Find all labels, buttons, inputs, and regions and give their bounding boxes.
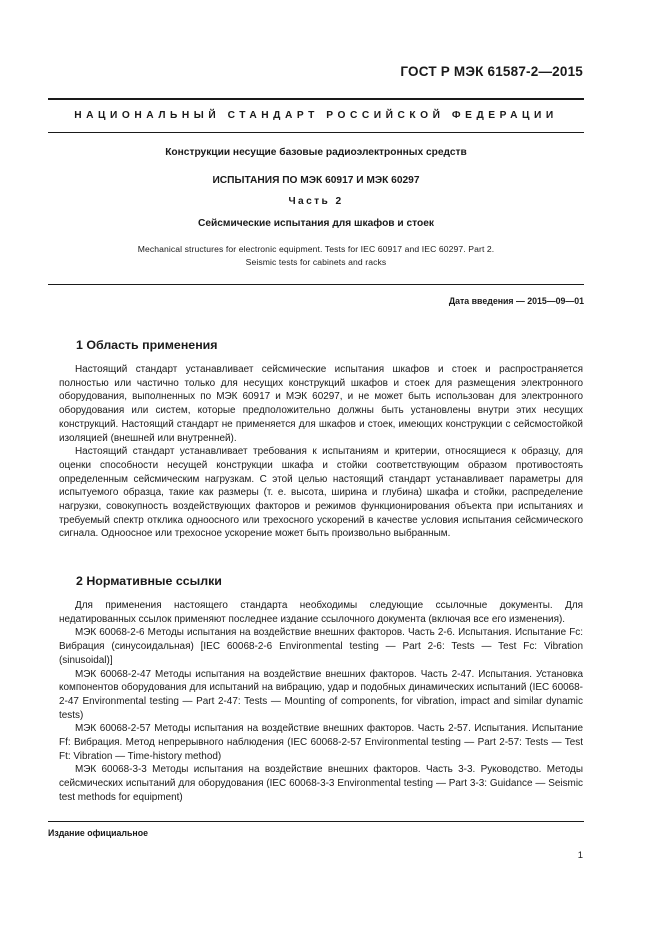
section2-heading: 2 Нормативные ссылки — [76, 574, 222, 588]
english-title-line1: Mechanical structures for electronic equipment. Tests for IEC 60917 and IEC 60297. Part 2. — [137, 244, 495, 254]
english-title — [48, 243, 584, 269]
official-edition-label: Издание официальное — [48, 828, 148, 838]
document-part-label: Часть 2 — [288, 196, 344, 207]
section1-heading: 1 Область применения — [76, 338, 218, 352]
national-standard-banner: НАЦИОНАЛЬНЫЙ СТАНДАРТ РОССИЙСКОЙ ФЕДЕРАЦИИ — [74, 110, 558, 121]
english-title-line2: Seismic tests for cabinets and racks — [245, 257, 387, 267]
paragraph: Для применения настоящего стандарта необходимы следующие ссылочные документы. Для недатированных ссылок применяют последнее издание ссылочного документа (включая все его изменения). — [59, 600, 583, 625]
reference-item: МЭК 60068-3-3 Методы испытания на воздействие внешних факторов. Часть 3-3. Руководство. Методы сейсмических испытаний для оборудования (IEC 60068-3-3 Environmental testing — Part 3-3: Guidance — Seismic test methods for equipment) — [59, 764, 583, 803]
introduction-date: Дата введения — 2015—09—01 — [448, 296, 584, 306]
section2-body — [59, 599, 583, 805]
reference-item: МЭК 60068-2-6 Методы испытания на воздействие внешних факторов. Часть 2-6. Испытания. Испытание Fc: Вибрация (синусоидальная) [IEC 60068-2-6 Environmental testing — Part 2-6: Tests — Test Fc: Vibration (sinusoidal)] — [59, 627, 583, 666]
page-number: 1 — [577, 850, 583, 861]
title-rule — [48, 284, 584, 285]
section1-body — [59, 363, 583, 541]
paragraph: Настоящий стандарт устанавливает требования к испытаниям и критерии, относящиеся к образцу, для оценки способности несущей конструкции шкафа и стойки соответствующим образом противостоять определенным сейсмическим нагрузкам. С этой целью настоящий стандарт устанавливает параметры для испытуемого образца, такие как размеры (т. е. высота, ширина и глубина) шкафа и стойки, распределение нагрузки, совокупность воздействующих факторов и режимов функционирования объекта при испытаниях и требуемый спектр отклика одноосного или трехосного ускорений в качестве условия испытания сейсмического сигнала. Одноосное или трехосное ускорение может быть произвольно выбранным. — [59, 446, 583, 540]
document-subtitle: Сейсмические испытания для шкафов и стоек — [197, 218, 434, 229]
standard-number: ГОСТ Р МЭК 61587-2—2015 — [400, 64, 583, 79]
reference-item: МЭК 60068-2-57 Методы испытания на воздействие внешних факторов. Часть 2-57. Испытания. Испытание Ff: Вибрация. Метод непрерывного наблюдения (IEC 60068-2-57 Environmental testing — Part 2-57: Tests — Test Ft: Vibration — Time-history method) — [59, 723, 583, 762]
banner-rule — [48, 132, 584, 133]
document-title-line2: ИСПЫТАНИЯ ПО МЭК 60917 И МЭК 60297 — [212, 175, 420, 186]
document-title-line1: Конструкции несущие базовые радиоэлектронных средств — [165, 147, 467, 158]
footer-rule — [48, 821, 584, 822]
top-rule — [48, 98, 584, 100]
reference-item: МЭК 60068-2-47 Методы испытания на воздействие внешних факторов. Часть 2-47. Испытания. Установка компонентов оборудования для испытаний на вибрацию, удар и подобных динамических испытаний (IEC 60068-2-47 Environmental testing — Part 2-47: Tests — Mounting of components, for vibration, impact and similar dynamic tests) — [59, 668, 583, 721]
paragraph: Настоящий стандарт устанавливает сейсмические испытания шкафов и стоек и распространяется полностью или частично только для несущих конструкций шкафов и стоек для размещения электронного оборудования, выполненных по МЭК 60917 и МЭК 60297, и не может быть использован для электронного оборудования или систем, которые предположительно должны быть установлены внутри этих несущих конструкций. Настоящий стандарт не применяется для шкафов и стоек, имеющих конструкции с сейсмостойкой изоляцией (внешней или внутренней). — [59, 364, 583, 444]
